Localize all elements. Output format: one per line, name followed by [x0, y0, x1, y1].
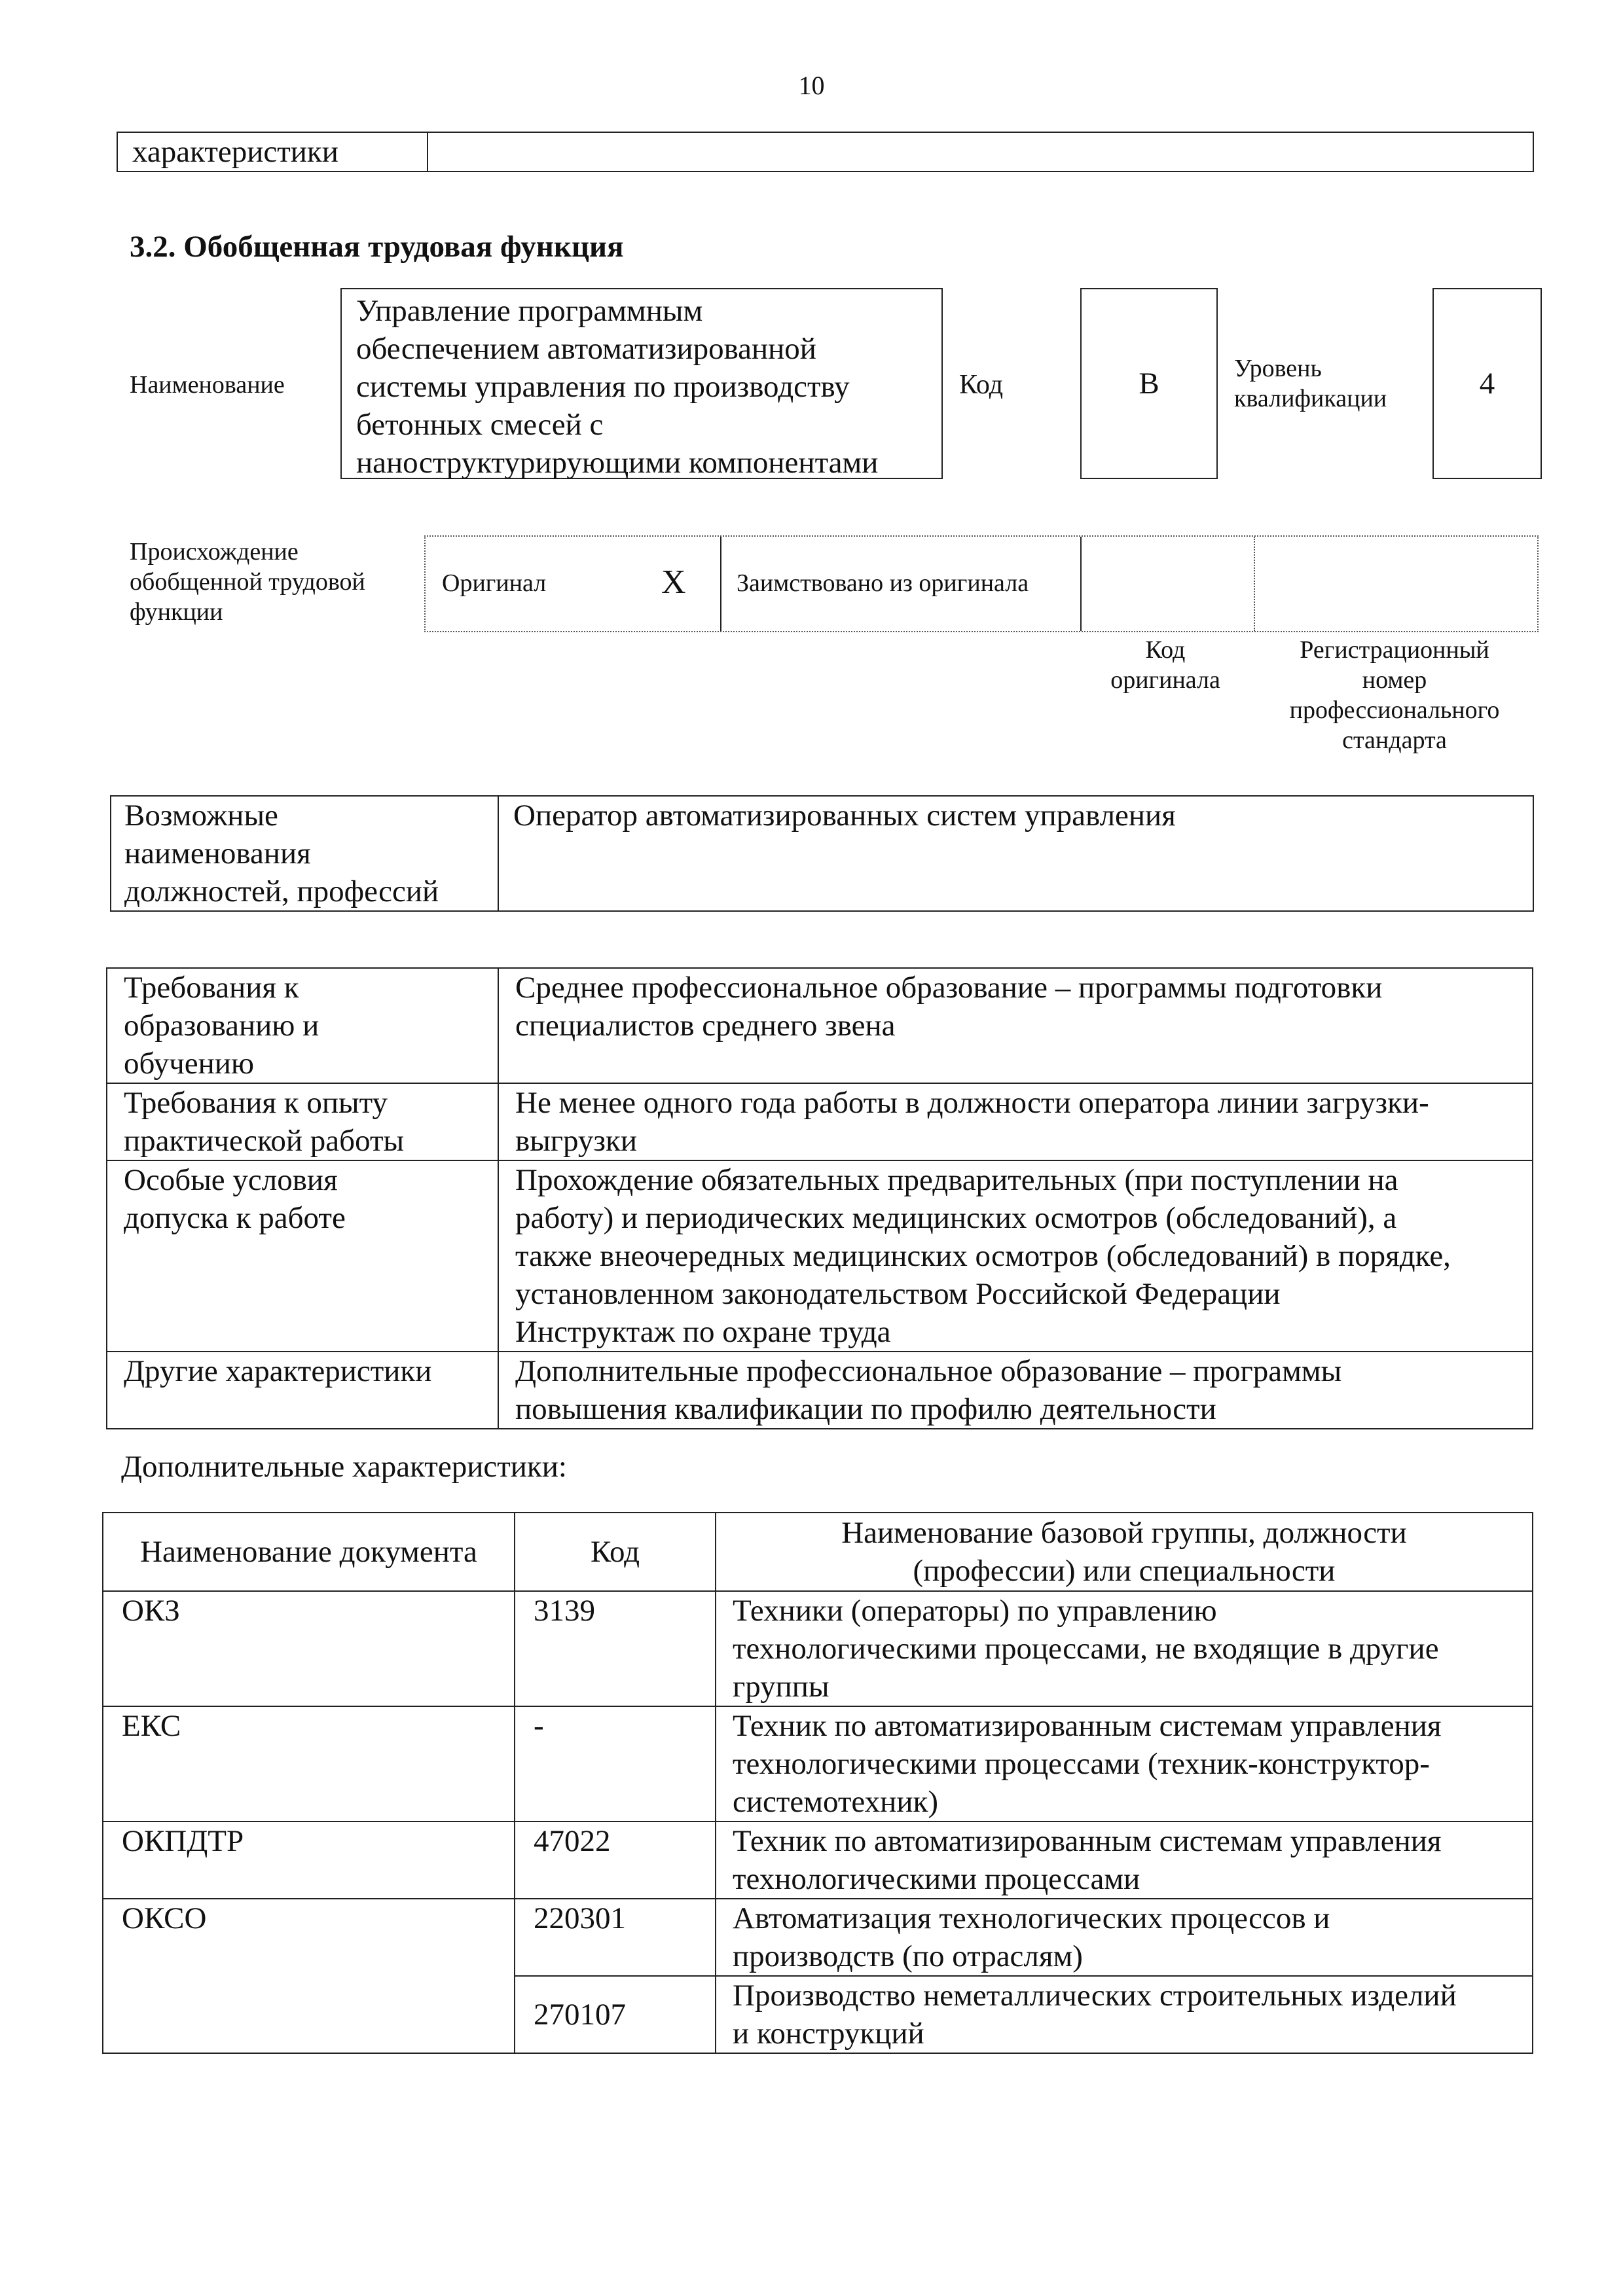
- requirement-label-line: допуска к работе: [124, 1201, 346, 1235]
- positions-label-line: должностей, профессий: [124, 874, 439, 908]
- origin-regnum-caption-line: стандарта: [1342, 726, 1447, 754]
- requirement-value-line: Не менее одного года работы в должности оператора линии загрузки-: [515, 1086, 1429, 1120]
- gtf-level-label: [1234, 353, 1387, 414]
- row-name-line: Производство неметаллических строительных изделий: [733, 1979, 1457, 2013]
- additional-header-row: [103, 1513, 1533, 1591]
- page-number: 10: [798, 71, 825, 100]
- header-name-line: (профессии) или специальности: [913, 1554, 1336, 1588]
- gtf-level-label-line: квалификации: [1234, 385, 1387, 412]
- row-code: 47022: [515, 1821, 716, 1899]
- requirement-value-line: специалистов среднего звена: [515, 1009, 896, 1043]
- gtf-name-line: бетонных смесей с: [356, 408, 604, 442]
- table-row: [103, 1899, 1533, 1976]
- row-name-line: производств (по отраслям): [733, 1939, 1083, 1973]
- origin-regnum-caption-line: Регистрационный: [1300, 636, 1489, 664]
- requirement-value: [498, 1160, 1533, 1352]
- positions-value: Оператор автоматизированных систем управления: [498, 796, 1533, 911]
- row-doc: ОКПДТР: [103, 1821, 515, 1899]
- gtf-name-line: Управление программным: [356, 294, 703, 328]
- origin-regnum-caption: [1257, 635, 1532, 755]
- requirement-label-line: образованию и: [124, 1009, 319, 1043]
- row-doc: ОКЗ: [103, 1591, 515, 1706]
- top-row: [117, 132, 1534, 172]
- gtf-code-value: В: [1139, 367, 1159, 401]
- gtf-name-box: [340, 288, 943, 479]
- requirement-label: [107, 1160, 498, 1352]
- row-name-line: системотехник): [733, 1785, 938, 1819]
- row-name-line: Автоматизация технологических процессов и: [733, 1901, 1330, 1935]
- section-title: 3.2. Обобщенная трудовая функция: [130, 230, 624, 264]
- gtf-level-value: 4: [1479, 367, 1495, 401]
- row-name-line: Техники (операторы) по управлению: [733, 1594, 1217, 1628]
- header-name-line: Наименование базовой группы, должности: [841, 1516, 1407, 1550]
- requirement-value-line: установленном законодательством Российской Федерации: [515, 1277, 1281, 1311]
- gtf-name-line: обеспечением автоматизированной: [356, 332, 816, 366]
- origin-label-line: Происхождение: [130, 538, 299, 565]
- origin-regnum-caption-line: профессионального: [1289, 696, 1500, 724]
- header-name: [716, 1513, 1533, 1591]
- requirements-row: [107, 1160, 1533, 1352]
- origin-borrowed-label: Заимствовано из оригинала: [737, 569, 1029, 597]
- top-row-divider: [427, 133, 428, 171]
- gtf-code-box: [1080, 288, 1218, 479]
- requirement-label-line: Другие характеристики: [124, 1354, 432, 1388]
- row-code: 3139: [515, 1591, 716, 1706]
- row-name-line: технологическими процессами, не входящие в другие: [733, 1632, 1439, 1666]
- origin-label-line: функции: [130, 598, 223, 626]
- row-name-line: Техник по автоматизированным системам управления: [733, 1824, 1442, 1858]
- row-name: [716, 1591, 1533, 1706]
- positions-label: [111, 796, 498, 911]
- requirement-label-line: обучению: [124, 1047, 255, 1081]
- requirement-label: [107, 1352, 498, 1429]
- requirement-label-line: Требования к опыту: [124, 1086, 388, 1120]
- row-doc: ЕКС: [103, 1706, 515, 1821]
- origin-code-caption-line: оригинала: [1110, 666, 1220, 694]
- table-row: [103, 1821, 1533, 1899]
- origin-divider-2: [1080, 537, 1082, 631]
- gtf-code-label: Код: [959, 370, 1004, 400]
- additional-title: Дополнительные характеристики:: [121, 1450, 567, 1484]
- origin-label: [130, 537, 365, 627]
- requirement-label-line: практической работы: [124, 1124, 405, 1158]
- row-code: -: [515, 1706, 716, 1821]
- row-name-line: группы: [733, 1670, 830, 1704]
- requirement-value: [498, 1083, 1533, 1160]
- requirement-value: [498, 1352, 1533, 1429]
- requirement-value-line: повышения квалификации по профилю деятельности: [515, 1392, 1216, 1426]
- requirement-value-line: работу) и периодических медицинских осмотров (обследований), а: [515, 1201, 1397, 1235]
- requirement-label: [107, 1083, 498, 1160]
- requirement-value-line: также внеочередных медицинских осмотров (обследований) в порядке,: [515, 1239, 1451, 1273]
- requirement-value-line: Прохождение обязательных предварительных (при поступлении на: [515, 1163, 1398, 1197]
- positions-table: [110, 795, 1534, 912]
- row-name: [716, 1706, 1533, 1821]
- requirement-value-line: Инструктаж по охране труда: [515, 1315, 891, 1349]
- top-row-label: характеристики: [132, 135, 338, 169]
- requirements-table: [106, 967, 1533, 1429]
- table-row: [103, 1591, 1533, 1706]
- positions-label-line: Возможные: [124, 798, 278, 833]
- row-name: [716, 1821, 1533, 1899]
- origin-code-caption: [1080, 635, 1250, 695]
- header-code: Код: [515, 1513, 716, 1591]
- origin-original-label: Оригинал: [442, 569, 547, 597]
- requirement-label: [107, 968, 498, 1083]
- positions-label-line: наименования: [124, 836, 311, 870]
- positions-row: [111, 796, 1533, 911]
- row-name-line: и конструкций: [733, 2017, 924, 2051]
- origin-label-line: обобщенной трудовой: [130, 568, 365, 596]
- requirement-label-line: Особые условия: [124, 1163, 338, 1197]
- additional-table: [102, 1512, 1533, 2054]
- row-name-line: технологическими процессами (техник-конструктор-: [733, 1747, 1430, 1781]
- gtf-level-label-line: Уровень: [1234, 355, 1322, 382]
- row-code: 270107: [515, 1976, 716, 2053]
- origin-original-mark: Х: [661, 564, 686, 601]
- requirements-row: [107, 1083, 1533, 1160]
- requirement-value-line: выгрузки: [515, 1124, 637, 1158]
- row-doc: ОКСО: [103, 1899, 515, 2053]
- header-doc: Наименование документа: [103, 1513, 515, 1591]
- requirement-value-line: Среднее профессиональное образование – программы подготовки: [515, 971, 1383, 1005]
- origin-table: [424, 535, 1539, 632]
- origin-code-caption-line: Код: [1145, 636, 1186, 664]
- origin-divider-3: [1254, 537, 1255, 631]
- gtf-level-box: [1432, 288, 1542, 479]
- row-name: [716, 1899, 1533, 1976]
- row-name-line: Техник по автоматизированным системам управления: [733, 1709, 1442, 1743]
- gtf-name-line: наноструктурирующими компонентами: [356, 446, 879, 480]
- row-name: [716, 1976, 1533, 2053]
- gtf-name-label: Наименование: [130, 371, 285, 399]
- requirement-value: [498, 968, 1533, 1083]
- origin-regnum-caption-line: номер: [1362, 666, 1427, 694]
- requirements-row: [107, 968, 1533, 1083]
- gtf-name-line: системы управления по производству: [356, 370, 850, 404]
- origin-divider-1: [720, 537, 721, 631]
- table-row: [103, 1706, 1533, 1821]
- row-name-line: технологическими процессами: [733, 1862, 1140, 1896]
- row-code: 220301: [515, 1899, 716, 1976]
- requirement-label-line: Требования к: [124, 971, 299, 1005]
- requirements-row: [107, 1352, 1533, 1429]
- requirement-value-line: Дополнительные профессиональное образование – программы: [515, 1354, 1342, 1388]
